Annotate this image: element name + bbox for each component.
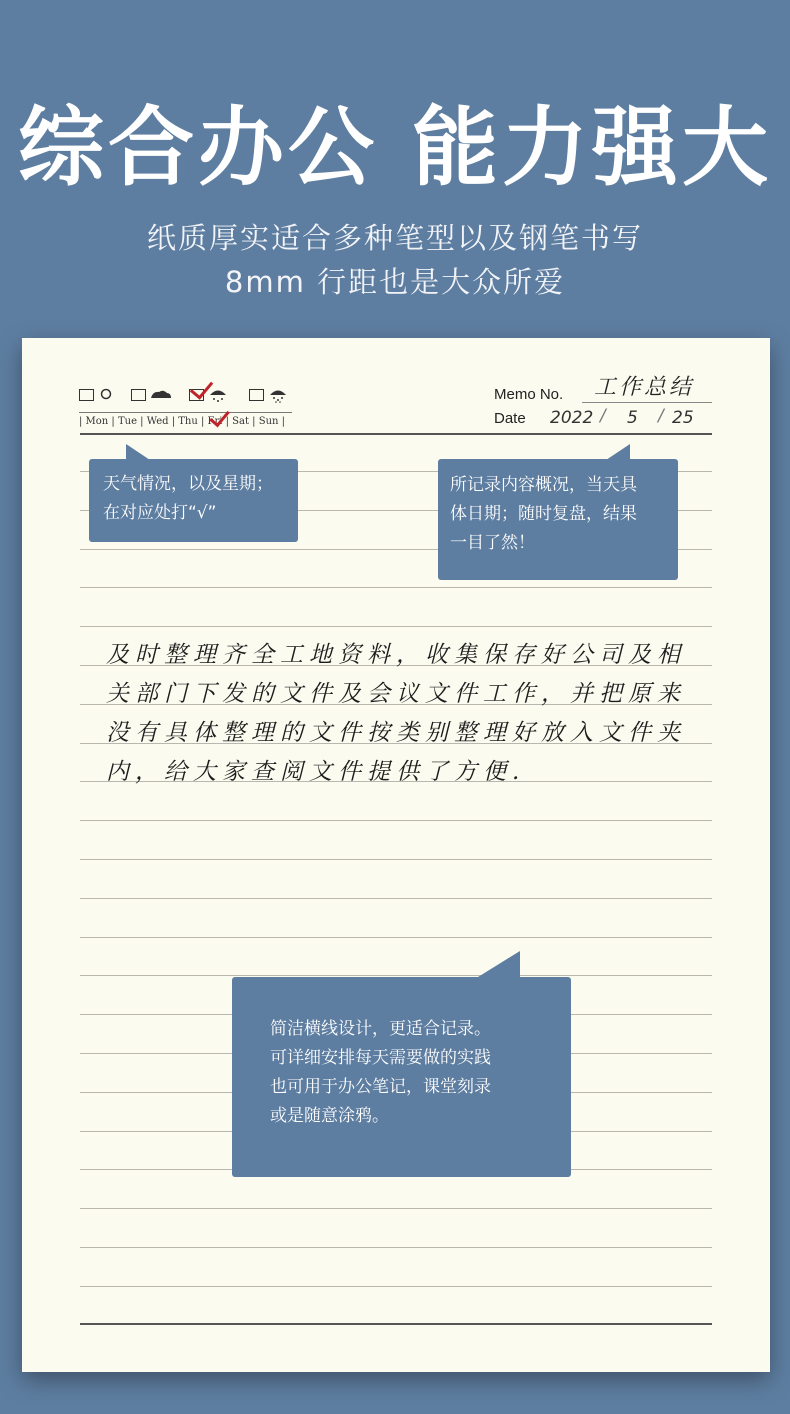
date-year: 2022 <box>550 408 594 428</box>
weather-row <box>79 386 329 404</box>
callout-weather-line-2: 在对应处打“√” <box>103 503 217 523</box>
ruled-line <box>80 587 712 588</box>
ruled-line <box>80 626 712 627</box>
checkbox-sunny <box>79 389 94 401</box>
callout-tail <box>478 951 520 977</box>
callout-tail <box>126 444 150 460</box>
callout-design <box>232 977 571 1177</box>
handwriting-line-3: 没有具体整理的文件按类别整理好放入文件夹 <box>106 720 686 746</box>
memo-value: 工作总结 <box>594 375 695 400</box>
subtitle-line-1: 纸质厚实适合多种笔型以及钢笔书写 <box>146 221 643 255</box>
ruled-line <box>80 1286 712 1287</box>
callout-tail <box>606 444 630 460</box>
callout-design-line-3: 也可用于办公笔记，课堂刻录 <box>270 1077 491 1097</box>
callout-design-line-2: 可详细安排每天需要做的实践 <box>270 1048 491 1068</box>
snow-icon <box>268 387 288 403</box>
handwriting-line-1: 及时整理齐全工地资料，收集保存好公司及相 <box>106 642 686 668</box>
checkbox-cloudy <box>131 389 146 401</box>
date-month: 5 <box>627 408 638 428</box>
checkbox-snow <box>249 389 264 401</box>
callout-memo-line-3: 一目了然！ <box>450 533 535 553</box>
ruled-line <box>80 1208 712 1209</box>
date-separator: / <box>600 406 606 426</box>
ruled-line <box>80 1247 712 1248</box>
sun-icon <box>99 387 113 401</box>
date-label: Date <box>494 410 526 427</box>
notebook-page <box>22 338 770 1372</box>
rain-icon <box>208 387 228 403</box>
callout-design-line-4: 或是随意涂鸦。 <box>270 1106 389 1126</box>
ruled-line <box>80 859 712 860</box>
callout-weather-line-1: 天气情况，以及星期； <box>103 474 273 494</box>
handwriting-line-4: 内，给大家查阅文件提供了方便. <box>106 759 526 785</box>
ruled-line <box>80 898 712 899</box>
header-rule <box>80 433 712 435</box>
headline: 综合办公 能力强大 <box>18 98 772 198</box>
callout-memo-line-2: 体日期；随时复盘，结果 <box>450 504 637 524</box>
callout-memo <box>438 459 678 580</box>
ruled-line <box>80 937 712 938</box>
ruled-line <box>80 975 712 976</box>
handwriting-line-2: 关部门下发的文件及会议文件工作，并把原来 <box>106 681 686 707</box>
footer-rule <box>80 1323 712 1325</box>
callout-design-line-1: 简洁横线设计，更适合记录。 <box>270 1019 491 1039</box>
date-separator: / <box>658 406 664 426</box>
callout-memo-line-1: 所记录内容概况，当天具 <box>450 475 637 495</box>
cloudy-icon <box>150 389 172 399</box>
memo-underline <box>582 402 712 403</box>
weekday-row: | Mon | Tue | Wed | Thu | Fri | Sat | Sun | <box>79 412 292 429</box>
callout-weather <box>89 459 298 542</box>
memo-label: Memo No. <box>494 386 564 403</box>
ruled-line <box>80 820 712 821</box>
subtitle-line-2: 8mm 行距也是大众所爱 <box>224 265 566 299</box>
date-day: 25 <box>672 408 694 428</box>
